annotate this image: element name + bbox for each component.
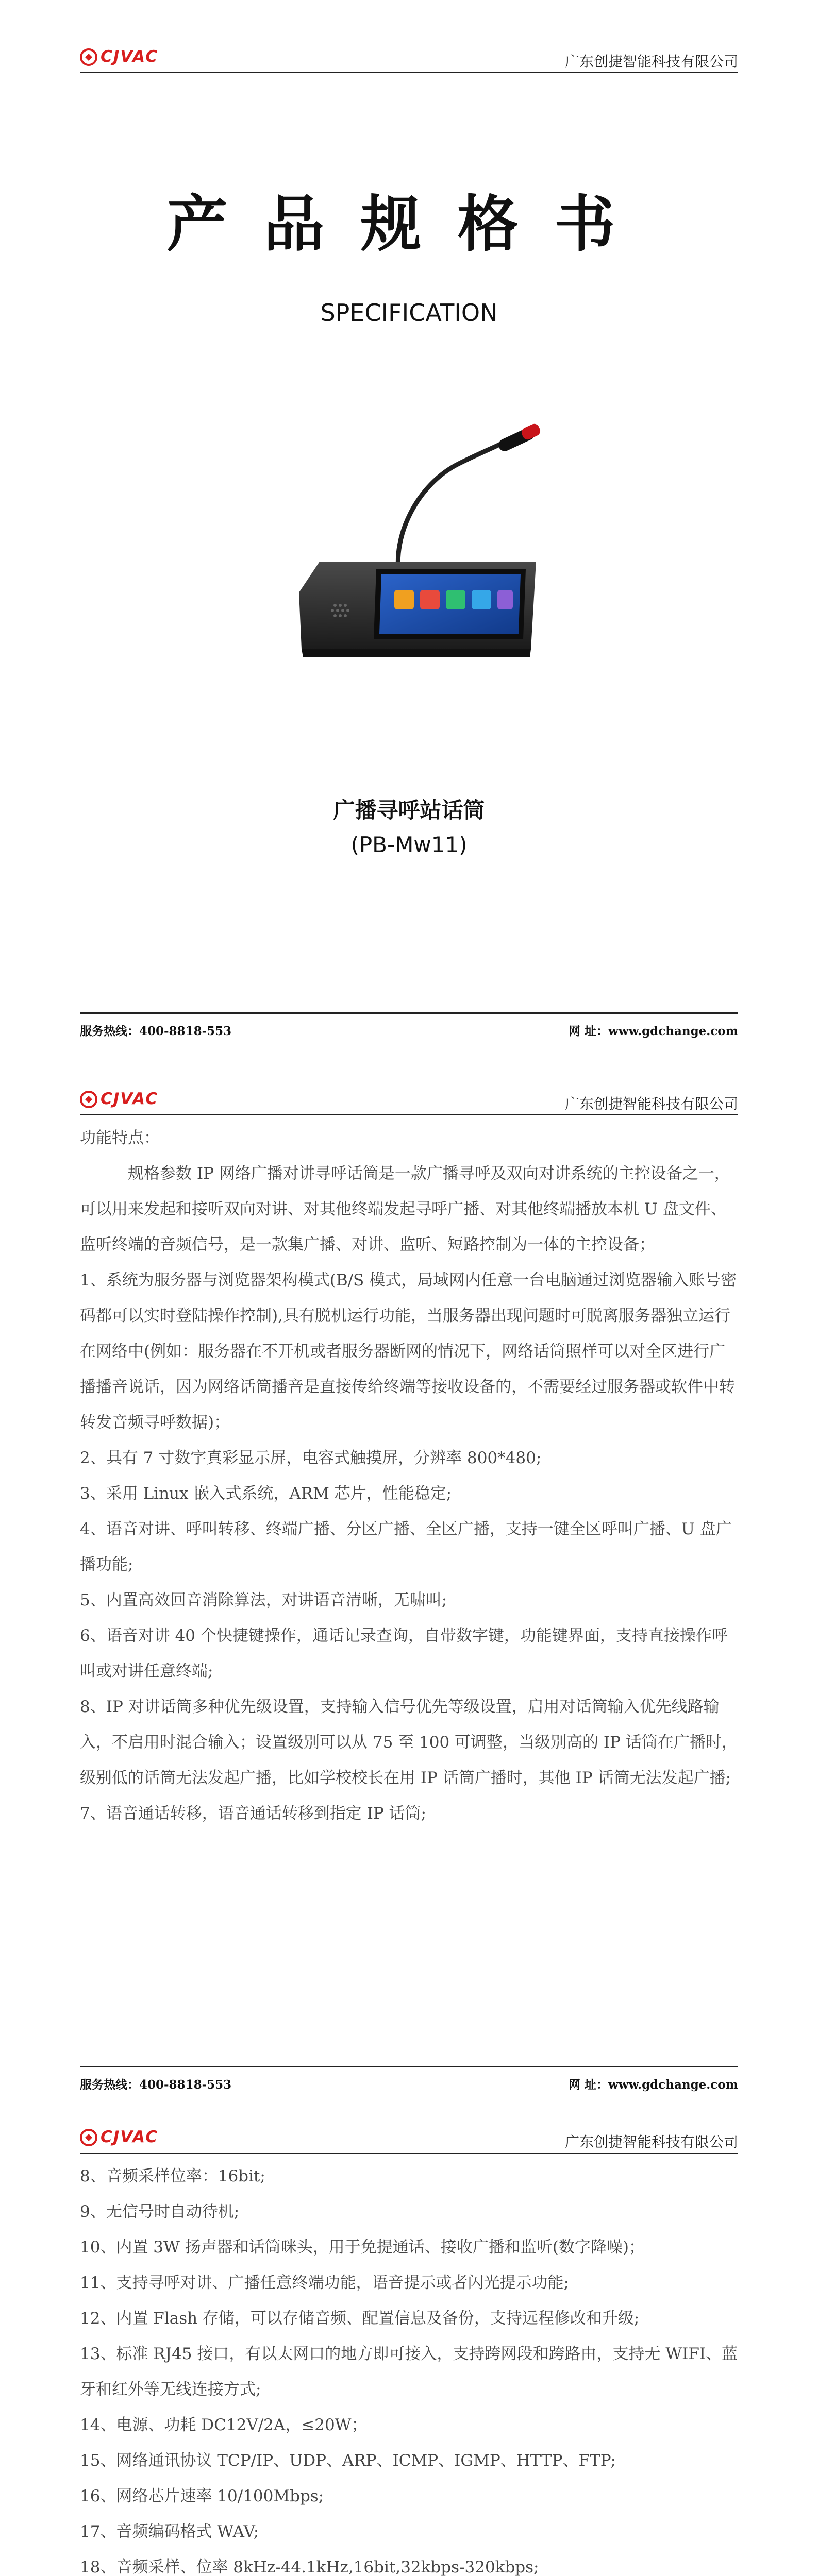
list-item: 15、网络通讯协议 TCP/IP、UDP、ARP、ICMP、IGMP、HTTP、FTP;: [80, 2451, 616, 2470]
list-item: 11、支持寻呼对讲、广播任意终端功能，语音提示或者闪光提示功能;: [80, 2274, 569, 2292]
product-image: [289, 407, 546, 670]
website: 网 址：www.gdchange.com: [568, 1024, 738, 1038]
list-item: 7、语音通话转移，语音通话转移到指定 IP 话筒;: [80, 1804, 426, 1823]
list-item: 2、具有 7 寸数字真彩显示屏，电容式触摸屏，分辨率 800*480;: [80, 1449, 542, 1467]
list-item: 18、音频采样、位率 8kHz-44.1kHz,16bit,32kbps-320kbps;: [80, 2558, 539, 2576]
list-item: 3、采用 Linux 嵌入式系统，ARM 芯片，性能稳定;: [80, 1484, 452, 1503]
logo-icon: [80, 1091, 97, 1108]
page-footer: [80, 2066, 738, 2102]
specs-content: [80, 2159, 738, 2576]
header-divider: [80, 1114, 738, 1115]
footer-divider: [80, 1012, 738, 1014]
list-item: 9、无信号时自动待机;: [80, 2202, 240, 2221]
list-item: 8、IP 对讲话筒多种优先级设置，支持输入信号优先等级设置，启用对话筒输入优先线路输入，不启用时混合输入；设置级别可以从 75 至 100 可调整，当级别高的 IP 话筒在广播时，级别低的话筒无法发起广播，比如学校校长在用 IP 话筒广播时，其他 IP 话筒无法发起广播;: [80, 1698, 738, 1787]
page-title: 产品规格书: [166, 189, 652, 260]
features-content: [80, 1121, 738, 1832]
header-divider: [80, 72, 738, 73]
product-model: (PB-Mw11): [350, 832, 468, 857]
logo-text: CJVAC: [101, 47, 158, 66]
page-subtitle: SPECIFICATION: [320, 299, 498, 327]
features-page: [0, 1054, 818, 2107]
list-item: 4、语音对讲、呼叫转移、终端广播、分区广播、全区广播，支持一键全区呼叫广播、U 盘广播功能;: [80, 1520, 732, 1574]
section-heading: 功能特点：: [80, 1129, 160, 1147]
list-item: 16、网络芯片速率 10/100Mbps;: [80, 2487, 324, 2505]
list-item: 8、音频采样位率：16bit;: [80, 2167, 265, 2185]
cover-page: [0, 0, 818, 1054]
list-item: 5、内置高效回音消除算法，对讲语音清晰，无啸叫;: [80, 1591, 447, 1609]
company-name: 广东创捷智能科技有限公司: [564, 1095, 738, 1112]
logo-icon: [80, 2129, 97, 2146]
list-item: 1、系统为服务器与浏览器架构模式(B/S 模式，局域网内任意一台电脑通过浏览器输入账号密码都可以实时登陆操作控制),具有脱机运行功能，当服务器出现问题时可脱离服务器独立运行在网络中(例如：服务器在不开机或者服务器断网的情况下，网络话筒照样可以对全区进行广播播音说话，因为网络话筒播音是直接传给终端等接收设备的，不需要经过服务器或软件中转转发音频寻呼数据)；: [80, 1271, 737, 1432]
footer-divider: [80, 2066, 738, 2067]
product-name: 广播寻呼站话筒: [333, 798, 485, 823]
logo-icon: [80, 48, 97, 66]
logo-text: CJVAC: [101, 2128, 158, 2146]
list-item: 13、标准 RJ45 接口，有以太网口的地方即可接入，支持跨网段和跨路由，支持无 WIFI、蓝牙和红外等无线连接方式;: [80, 2345, 738, 2399]
specs-page: [0, 2107, 818, 2576]
list-item: 17、音频编码格式 WAV;: [80, 2522, 259, 2541]
list-item: 14、电源、功耗 DC12V/2A，≤20W；: [80, 2416, 368, 2434]
intro-paragraph: 规格参数 IP 网络广播对讲寻呼话筒是一款广播寻呼及双向对讲系统的主控设备之一，可以用来发起和接听双向对讲、对其他终端发起寻呼广播、对其他终端播放本机 U 盘文件、监听终端的音频信号，是一款集广播、对讲、监听、短路控制为一体的主控设备；: [80, 1164, 730, 1254]
logo-text: CJVAC: [101, 1090, 158, 1108]
company-name: 广东创捷智能科技有限公司: [564, 2133, 738, 2150]
hotline: 服务热线：400-8818-553: [80, 1024, 232, 1038]
header-divider: [80, 2153, 738, 2154]
company-name: 广东创捷智能科技有限公司: [564, 53, 738, 70]
list-item: 10、内置 3W 扬声器和话筒咪头，用于免提通话、接收广播和监听(数字降噪)；: [80, 2238, 645, 2257]
website: 网 址：www.gdchange.com: [568, 2078, 738, 2092]
page-footer: [80, 1012, 738, 1048]
list-item: 6、语音对讲 40 个快捷键操作，通话记录查询，自带数字键，功能键界面，支持直接操作呼叫或对讲任意终端;: [80, 1626, 728, 1681]
hotline: 服务热线：400-8818-553: [80, 2078, 232, 2092]
list-item: 12、内置 Flash 存储，可以存储音频、配置信息及备份，支持远程修改和升级;: [80, 2309, 640, 2328]
